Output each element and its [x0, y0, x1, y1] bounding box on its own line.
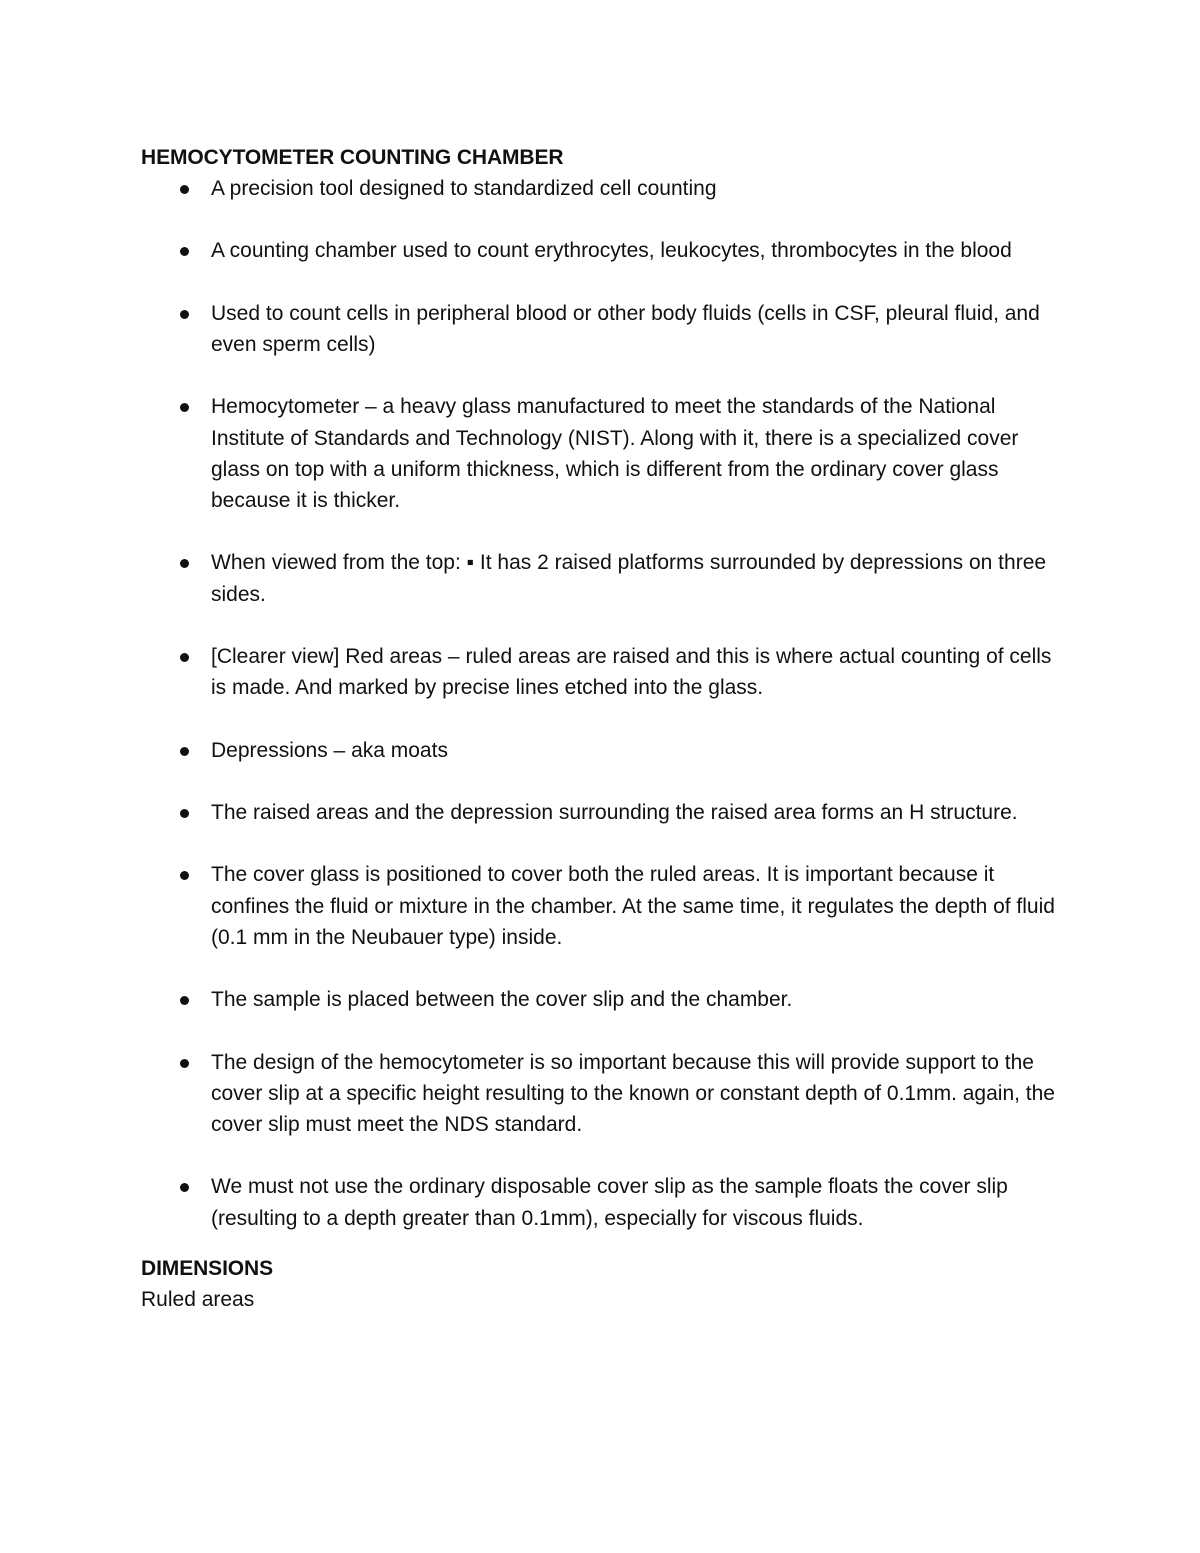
list-item — [141, 391, 1071, 516]
list-item — [141, 547, 1071, 609]
list-item — [141, 1171, 1071, 1233]
bullet-icon — [180, 653, 189, 662]
bullet-icon — [180, 185, 189, 194]
bullet-icon — [180, 1183, 189, 1192]
list-item-text: The raised areas and the depression surrounding the raised area forms an H structure. — [211, 800, 1018, 824]
list-item — [141, 235, 1071, 266]
bullet-icon — [180, 310, 189, 319]
list-item — [141, 173, 1071, 204]
list-item-text: The sample is placed between the cover slip and the chamber. — [211, 988, 793, 1012]
list-item — [141, 641, 1071, 703]
list-item-text: A precision tool designed to standardized cell counting — [211, 177, 717, 200]
list-item-text: Depressions – aka moats — [211, 738, 448, 762]
list-item — [141, 298, 1071, 360]
document-title: HEMOCYTOMETER COUNTING CHAMBER — [141, 146, 564, 169]
section-text: Ruled areas — [141, 1287, 255, 1311]
list-item — [141, 984, 1071, 1015]
list-item — [141, 797, 1071, 828]
bullet-icon — [180, 996, 189, 1005]
list-item-text: Used to count cells in peripheral blood or other body fluids (cells in CSF, pleural fluid, and even sperm cells) — [211, 301, 1040, 356]
list-item — [141, 1047, 1071, 1141]
bullet-icon — [180, 1059, 189, 1068]
bullet-icon — [180, 871, 189, 880]
list-item-text: We must not use the ordinary disposable cover slip as the sample floats the cover slip (resulting to a depth greater than 0.1mm), especially for viscous fluids. — [211, 1175, 1008, 1230]
list-item-text: The cover glass is positioned to cover both the ruled areas. It is important because it confines the fluid or mixture in the chamber. At the same time, it regulates the depth of fluid (0.1 mm in the Neubauer type) inside. — [211, 863, 1055, 949]
document-page — [141, 142, 1071, 1315]
bullet-icon — [180, 809, 189, 818]
list-item-text: [Clearer view] Red areas – ruled areas are raised and this is where actual counting of cells is made. And marked by precise lines etched into the glass. — [211, 644, 1052, 700]
bullet-list — [141, 173, 1071, 1234]
list-item — [141, 735, 1071, 766]
list-item-text: When viewed from the top: ▪ It has 2 raised platforms surrounded by depressions on three sides. — [211, 551, 1047, 606]
list-item-text: Hemocytometer – a heavy glass manufactured to meet the standards of the National Institute of Standards and Technology (NIST). Along with it, there is a specialized cover glass on top with a uniform thickness, which is different from the ordinary cover glass because it is thicker. — [211, 395, 1019, 512]
bullet-icon — [180, 747, 189, 756]
bullet-icon — [180, 403, 189, 412]
section-heading: DIMENSIONS — [141, 1256, 274, 1280]
list-item-text: The design of the hemocytometer is so important because this will provide support to the cover slip at a specific height resulting to the known or constant depth of 0.1mm. again, the cover slip must meet the NDS standard. — [211, 1050, 1055, 1136]
list-item-text: A counting chamber used to count erythrocytes, leukocytes, thrombocytes in the blood — [211, 239, 1012, 263]
list-item — [141, 859, 1071, 953]
bullet-icon — [180, 247, 189, 256]
bullet-icon — [180, 559, 189, 568]
